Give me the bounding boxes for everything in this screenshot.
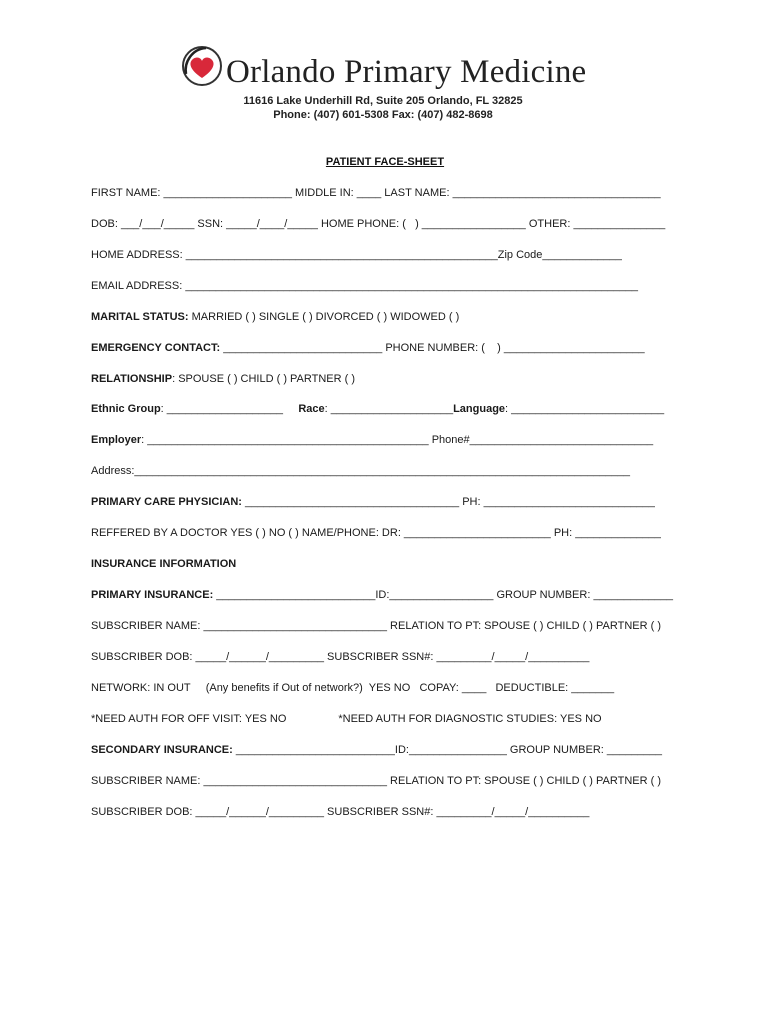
- relationship-label: RELATIONSHIP: [91, 373, 173, 385]
- secondary-insurance-field[interactable]: __________________________ID:________________ GROUP NUMBER: _________: [232, 744, 662, 756]
- insurance-info-heading: INSURANCE INFORMATION: [91, 558, 237, 570]
- emergency-contact-label: EMERGENCY CONTACT:: [91, 342, 221, 354]
- subscriber-name-line-1[interactable]: SUBSCRIBER NAME: ______________________________ RELATION TO PT: SPOUSE ( ) CHILD ( ) PARTNER ( ): [91, 620, 662, 632]
- relationship-options[interactable]: : SPOUSE ( ) CHILD ( ) PARTNER ( ): [172, 373, 356, 385]
- pcp-label: PRIMARY CARE PHYSICIAN:: [91, 496, 242, 508]
- subscriber-dob-line-2[interactable]: SUBSCRIBER DOB: _____/______/_________ SUBSCRIBER SSN#: _________/_____/__________: [91, 806, 590, 818]
- employer-field[interactable]: : ______________________________________________ Phone#______________________________: [141, 434, 654, 446]
- letterhead: [0, 40, 770, 130]
- ethnic-group-label: Ethnic Group: [91, 403, 161, 415]
- subscriber-name-line-2[interactable]: SUBSCRIBER NAME: ______________________________ RELATION TO PT: SPOUSE ( ) CHILD ( ) PARTNER ( ): [91, 775, 662, 787]
- ethnic-group-field[interactable]: : ___________________: [160, 403, 299, 415]
- employer-address-line[interactable]: Address:_________________________________________________________________________________: [91, 465, 630, 477]
- race-field[interactable]: : ____________________: [324, 403, 454, 415]
- dob-ssn-phone-line[interactable]: DOB: ___/___/_____ SSN: _____/____/_____ HOME PHONE: ( ) _________________ OTHER: _______________: [91, 218, 666, 230]
- marital-status-options[interactable]: MARRIED ( ) SINGLE ( ) DIVORCED ( ) WIDOWED ( ): [188, 311, 460, 323]
- secondary-insurance-line[interactable]: [91, 744, 662, 756]
- email-line[interactable]: EMAIL ADDRESS: __________________________________________________________________________: [91, 280, 639, 292]
- name-line[interactable]: FIRST NAME: _____________________ MIDDLE IN: ____ LAST NAME: __________________________________: [91, 187, 661, 199]
- primary-insurance-field[interactable]: __________________________ID:_________________ GROUP NUMBER: _____________: [213, 589, 673, 601]
- auth-line[interactable]: *NEED AUTH FOR OFF VISIT: YES NO *NEED AUTH FOR DIAGNOSTIC STUDIES: YES NO: [91, 713, 602, 725]
- race-label: Race: [298, 403, 325, 415]
- practice-address: 11616 Lake Underhill Rd, Suite 205 Orlando, FL 32825: [243, 95, 523, 107]
- language-field[interactable]: : _________________________: [505, 403, 665, 415]
- heart-logo-icon: [180, 44, 224, 88]
- primary-insurance-label: PRIMARY INSURANCE:: [91, 589, 214, 601]
- employer-label: Employer: [91, 434, 142, 446]
- emergency-contact-line[interactable]: [91, 342, 645, 354]
- home-address-line[interactable]: HOME ADDRESS: ___________________________________________________Zip Code_____________: [91, 249, 622, 261]
- secondary-insurance-label: SECONDARY INSURANCE:: [91, 744, 233, 756]
- pcp-line[interactable]: [91, 496, 655, 508]
- practice-phone-fax: Phone: (407) 601-5308 Fax: (407) 482-8698: [273, 109, 493, 121]
- network-line[interactable]: NETWORK: IN OUT (Any benefits if Out of network?) YES NO COPAY: ____ DEDUCTIBLE: _______: [91, 682, 615, 694]
- subscriber-dob-line-1[interactable]: SUBSCRIBER DOB: _____/______/_________ SUBSCRIBER SSN#: _________/_____/__________: [91, 651, 590, 663]
- pcp-field[interactable]: ___________________________________ PH: ____________________________: [241, 496, 655, 508]
- primary-insurance-line[interactable]: [91, 589, 673, 601]
- language-label: Language: [453, 403, 506, 415]
- marital-status-line[interactable]: [91, 311, 459, 323]
- referred-line[interactable]: REFFERED BY A DOCTOR YES ( ) NO ( ) NAME/PHONE: DR: ________________________ PH: ______________: [91, 527, 661, 539]
- relationship-line[interactable]: [91, 373, 355, 385]
- marital-status-label: MARITAL STATUS:: [91, 311, 189, 323]
- emergency-contact-field[interactable]: __________________________ PHONE NUMBER: ( ) _______________________: [220, 342, 645, 354]
- employer-line[interactable]: [91, 434, 653, 446]
- form-title: PATIENT FACE-SHEET: [325, 156, 445, 168]
- ethnic-race-language-line[interactable]: [91, 403, 664, 415]
- practice-name: Orlando Primary Medicine: [226, 54, 587, 90]
